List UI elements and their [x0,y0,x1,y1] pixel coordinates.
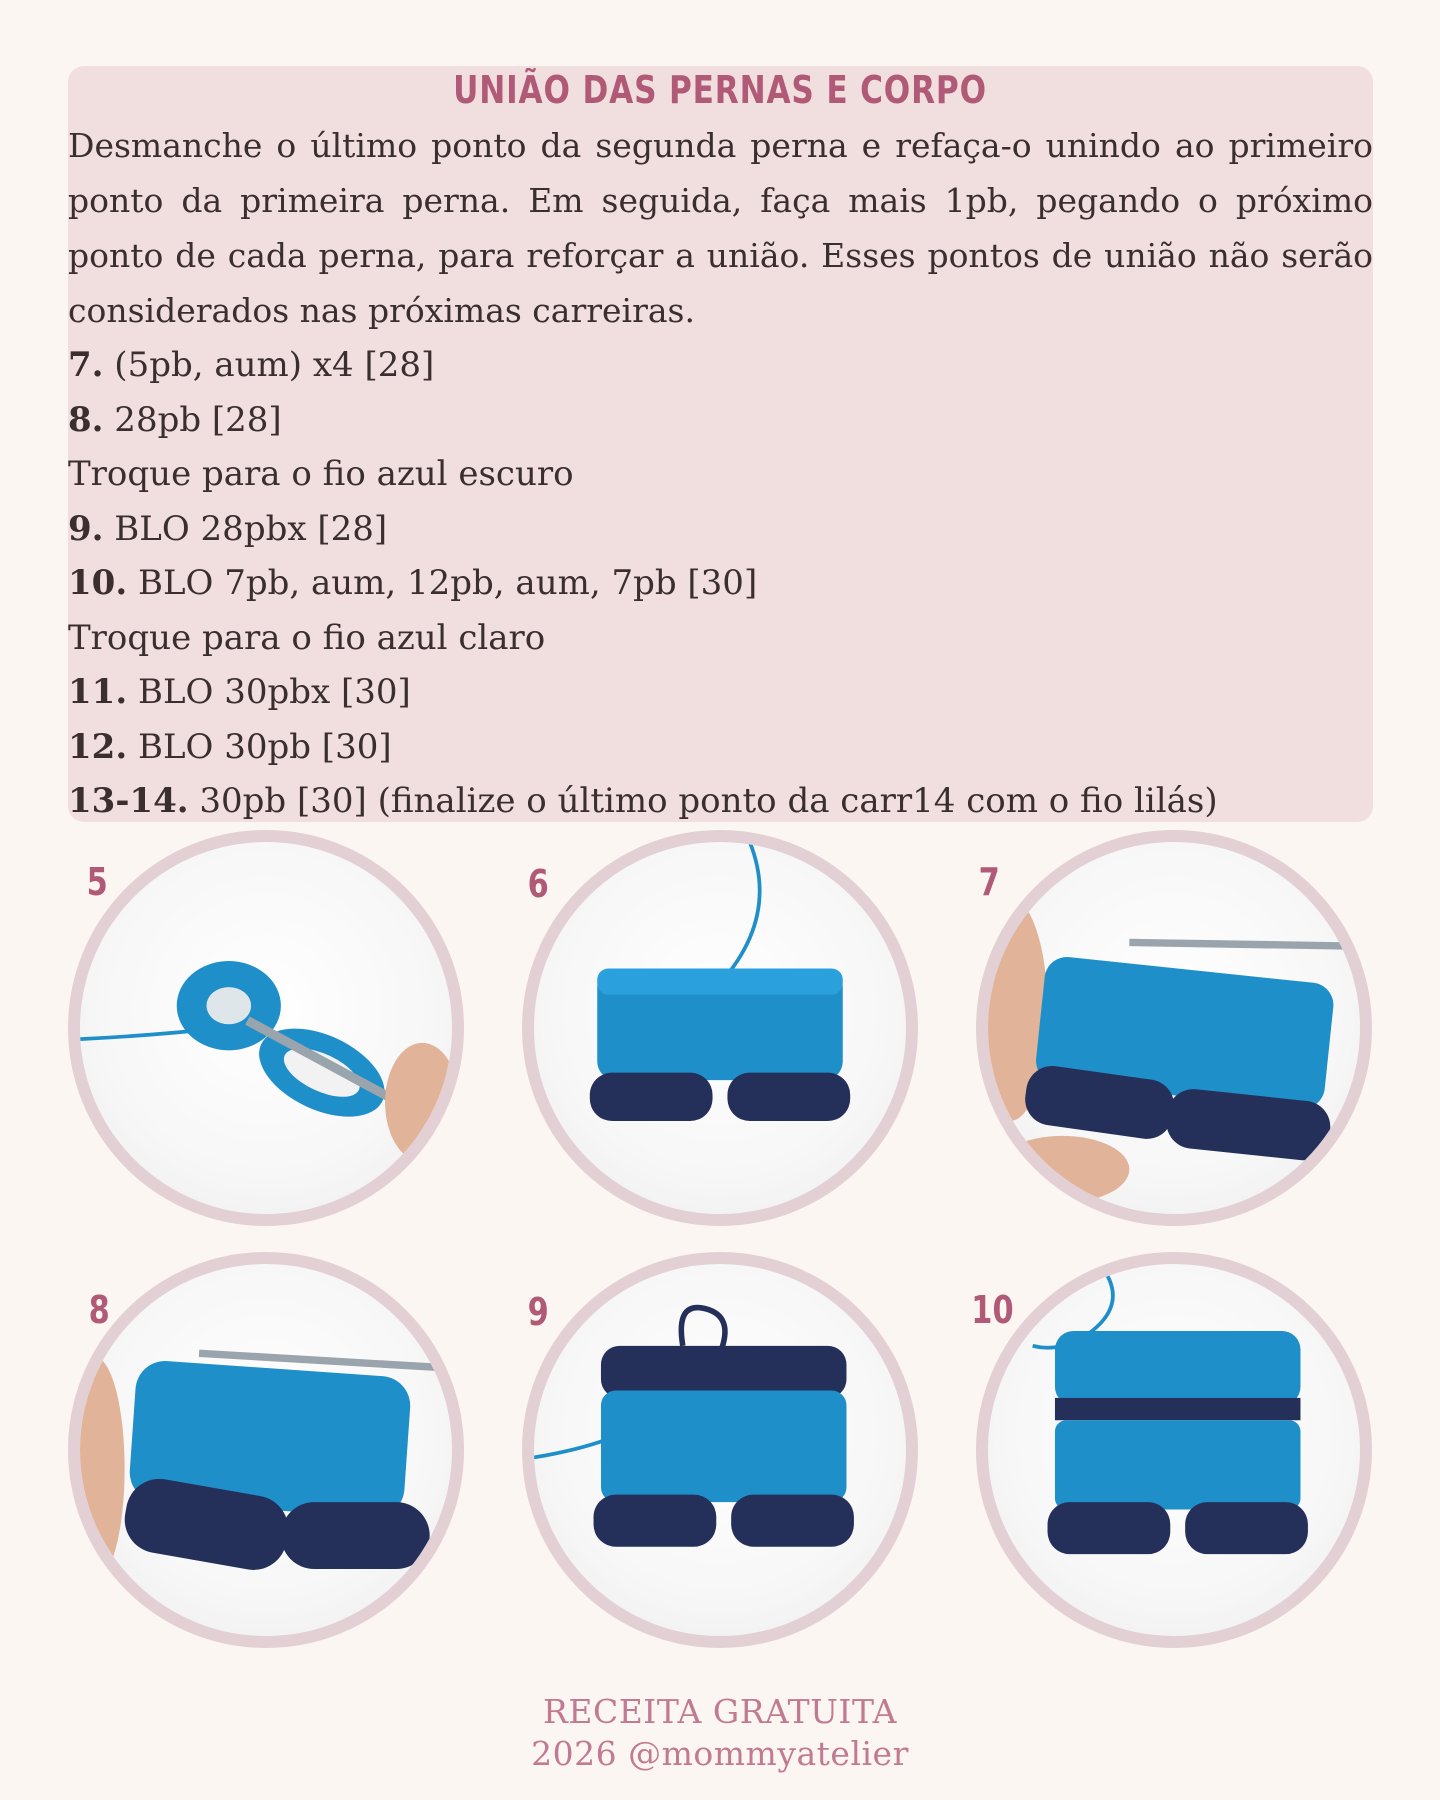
step-line [68,556,1388,611]
step-line [68,665,1388,720]
step-line [68,774,1388,829]
step-line [68,393,1388,448]
photo-label: 7 [978,860,1000,904]
step-number: 7. [68,345,104,385]
photo-label: 5 [86,860,108,904]
footer-free-recipe: RECEITA GRATUITA [543,1692,897,1731]
step-text: BLO 7pb, aum, 12pb, aum, 7pb [30] [127,563,758,603]
crochet-photo-image [534,842,906,1214]
step-text: BLO 28pbx [28] [103,508,388,549]
step-number: 9. [68,508,104,549]
steps-list [68,338,1388,829]
page-title: UNIÃO DAS PERNAS E CORPO [453,68,987,112]
step-text: Troque para o fio azul escuro [68,454,574,494]
step-line [68,447,1388,502]
footer-copyright: 2026 @mommyatelier [531,1734,909,1773]
step-number: 12. [68,726,128,767]
step-text: BLO 30pbx [30] [127,672,411,712]
photo-step-7 [976,830,1372,1226]
step-line [68,611,1388,666]
step-text: 30pb [30] (finalize o último ponto da carr14 com o fio lilás) [188,781,1218,821]
step-text: Troque para o fio azul claro [68,617,546,658]
crochet-photo-image [80,842,452,1214]
intro-paragraph: Desmanche o último ponto da segunda perna e refaça-o unindo ao primeiro ponto da primeira perna. Em seguida, faça mais 1pb, pegando o próximo ponto de cada perna, para reforçar a união. Esses pontos de união não serão considerados nas próximas carreiras. [68,126,1373,330]
photo-label: 6 [527,862,549,906]
step-number: 13-14. [68,781,189,821]
photo-label: 9 [527,1290,549,1334]
step-line [68,338,1388,393]
photo-label: 8 [88,1288,110,1332]
step-number: 8. [68,399,104,440]
crochet-photo-image [988,1264,1360,1636]
step-line [68,720,1388,775]
step-text: BLO 30pb [30] [127,726,392,767]
step-line [68,502,1388,557]
step-number: 11. [68,672,128,712]
photo-step-8 [68,1252,464,1648]
step-number: 10. [68,563,128,603]
step-text: (5pb, aum) x4 [28] [103,345,435,385]
crochet-photo-image [534,1264,906,1636]
photo-step-9 [522,1252,918,1648]
photo-step-5 [68,830,464,1226]
photo-label: 10 [971,1288,1014,1332]
step-text: 28pb [28] [103,399,282,440]
photo-step-6 [522,830,918,1226]
crochet-photo-image [80,1264,452,1636]
photo-step-10 [976,1252,1372,1648]
crochet-photo-image [988,842,1360,1214]
